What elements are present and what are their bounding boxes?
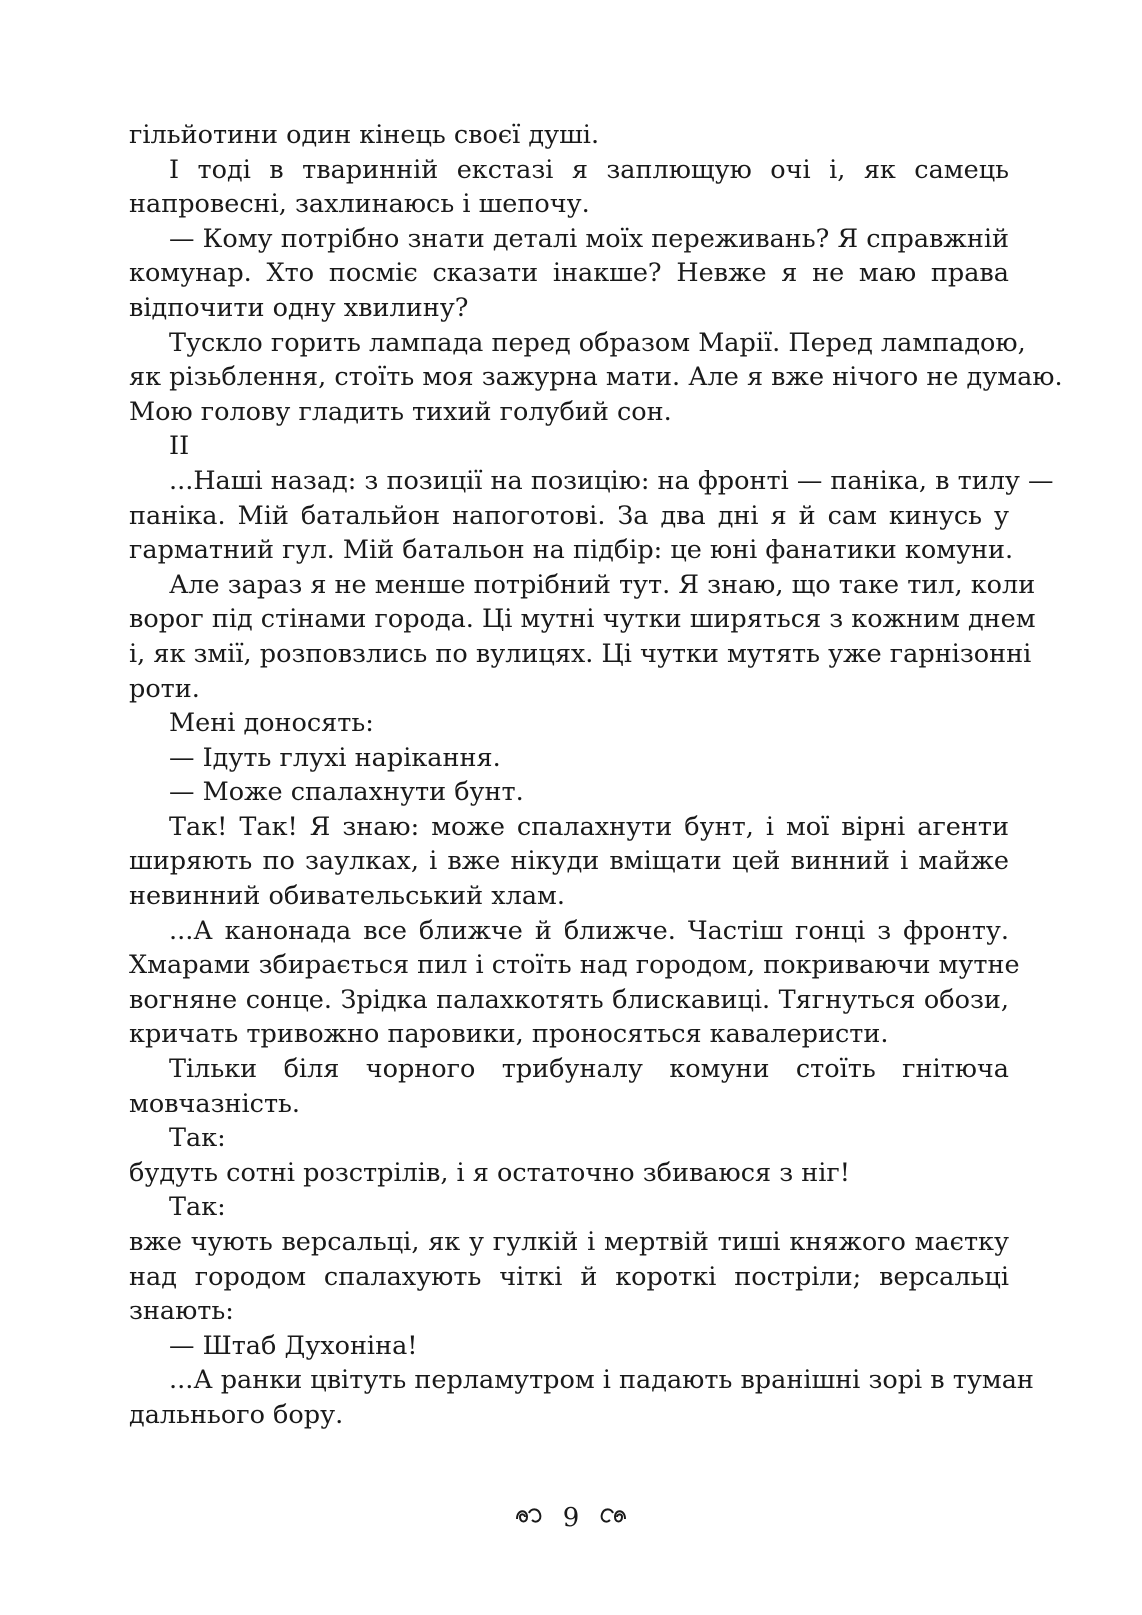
text-line: ширяють по заулках, і вже нікуди вміщати цей винний і майже: [129, 846, 1009, 877]
text-line: Мені доносять:: [169, 708, 374, 739]
text-line: Тільки біля чорного трибуналу комуни стоїть гнітюча: [169, 1054, 1009, 1085]
page-body-text: [129, 118, 1063, 1433]
text-line: — Ідуть глухі нарікання.: [169, 742, 501, 773]
text-line: дальнього бору.: [129, 1399, 344, 1430]
text-line: гільйотини один кінець своєї душі.: [129, 120, 600, 150]
text-line: ...А ранки цвітуть перламутром і падають вранішні зорі в туман: [169, 1365, 1034, 1396]
text-line: кричать тривожно паровики, проносяться кавалеристи.: [129, 1019, 889, 1050]
text-line: гарматний гул. Мій батальон на підбір: це юні фанатики комуни.: [129, 535, 1014, 566]
text-line: Тускло горить лампада перед образом Марії. Перед лампадою,: [169, 327, 1026, 358]
text-line: Так:: [169, 1123, 226, 1154]
text-line: ворог під стінами города. Ці мутні чутки ширяться з кожним днем: [129, 604, 1036, 635]
text-line: комунар. Хто посміє сказати інакше? Невже я не маю права: [129, 258, 1009, 289]
text-line: Але зараз я не менше потрібний тут. Я знаю, що таке тил, коли: [169, 569, 1036, 600]
text-line: Так:: [169, 1192, 226, 1223]
text-line: Хмарами збирається пил і стоїть над городом, покриваючи мутне: [129, 950, 1020, 981]
text-line: роти.: [129, 673, 200, 704]
text-line: напровесні, захлинаюсь і шепочу.: [129, 189, 590, 220]
text-line: як різьблення, стоїть моя зажурна мати. Але я вже нічого не думаю.: [129, 362, 1063, 393]
page-footer: [0, 1502, 1142, 1533]
text-line: І тоді в тваринній екстазі я заплющую очі і, як самець: [169, 154, 1009, 185]
text-line: вогняне сонце. Зрідка палахкотять блискавиці. Тягнуться обози,: [129, 984, 1009, 1015]
text-line: ...Наші назад: з позиції на позицію: на фронті — паніка, в тилу —: [169, 465, 1054, 496]
text-line: — Штаб Духоніна!: [169, 1330, 418, 1361]
section-heading: II: [169, 431, 190, 462]
text-line: ...А канонада все ближче й ближче. Частіш гонці з фронту.: [169, 915, 1009, 946]
left-ornament-icon: [514, 1504, 544, 1532]
text-line: відпочити одну хвилину?: [129, 292, 469, 323]
text-line: Так! Так! Я знаю: може спалахнути бунт, і мої вірні агенти: [169, 811, 1009, 842]
text-line: Мою голову гладить тихий голубий сон.: [129, 396, 672, 427]
text-line: — Кому потрібно знати деталі моїх переживань? Я справжній: [169, 223, 1009, 254]
text-line: знають:: [129, 1296, 234, 1327]
text-line: будуть сотні розстрілів, і я остаточно збиваюся з ніг!: [129, 1157, 850, 1188]
right-ornament-icon: [598, 1504, 628, 1532]
page-number: 9: [562, 1503, 580, 1533]
text-line: невинний обивательський хлам.: [129, 881, 565, 912]
text-line: мовчазність.: [129, 1088, 301, 1119]
text-line: і, як змії, розповзлись по вулицях. Ці чутки мутять уже гарнізонні: [129, 638, 1032, 669]
text-line: паніка. Мій батальйон напоготові. За два дні я й сам кинусь у: [129, 500, 1009, 531]
text-line: вже чують версальці, як у гулкій і мертвій тиші княжого маєтку: [129, 1227, 1009, 1257]
text-line: над городом спалахують чіткі й короткі постріли; версальці: [129, 1261, 1009, 1292]
text-line: — Може спалахнути бунт.: [169, 777, 524, 808]
